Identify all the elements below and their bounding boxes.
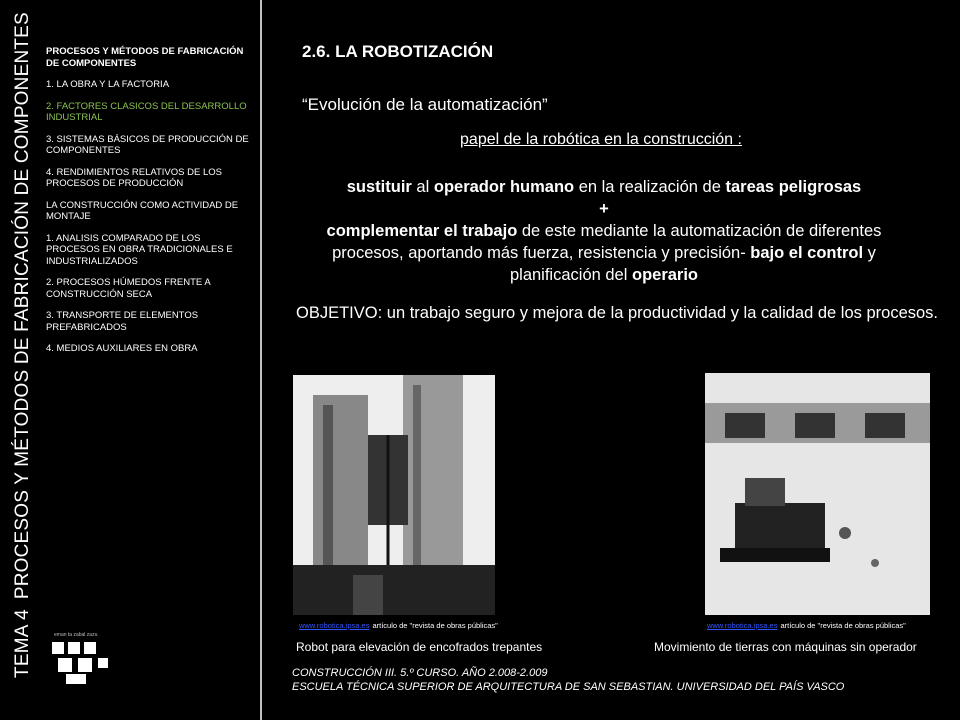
tema-title: PROCESOS Y MÉTODOS DE FABRICACIÓN DE COMPONENTES bbox=[12, 12, 33, 600]
sidebar-heading: PROCESOS Y MÉTODOS DE FABRICACIÓN DE COMPONENTES bbox=[46, 46, 244, 69]
figure-1-caption: Robot para elevación de encofrados trepantes bbox=[296, 640, 543, 654]
figure-2-credit bbox=[707, 621, 906, 630]
sidebar-item-analisis[interactable]: 1. ANALISIS COMPARADO DE LOS PROCESOS EN OBRA TRADICIONALES E INDUSTRIALIZADOS bbox=[46, 232, 233, 267]
para-text: en la realización de bbox=[574, 178, 726, 196]
figure-1-credit bbox=[299, 621, 498, 630]
sidebar-item-procesos-humedos[interactable]: 2. PROCESOS HÚMEDOS FRENTE A CONSTRUCCIÓN SECA bbox=[46, 277, 211, 300]
para-text: de este mediante la automatización de diferentes procesos, aportando más fuerza, resistencia y precisión- bbox=[332, 222, 882, 262]
figure-1-credit-link[interactable]: www.robotica.ipsa.es bbox=[299, 621, 370, 630]
para-operador: operador humano bbox=[433, 178, 575, 196]
para-text: al bbox=[411, 178, 434, 196]
para-tareas: tareas peligrosas bbox=[725, 178, 862, 196]
para-sustituir: sustituir bbox=[346, 178, 412, 196]
footer-line-2: ESCUELA TÉCNICA SUPERIOR DE ARQUITECTURA DE SAN SEBASTIAN. UNIVERSIDAD DEL PAÍS VASCO bbox=[292, 681, 845, 693]
sidebar-item-transporte[interactable]: 3. TRANSPORTE DE ELEMENTOS PREFABRICADOS bbox=[46, 310, 199, 333]
footer-line-1: CONSTRUCCIÓN III. 5.º CURSO. AÑO 2.008-2.009 bbox=[292, 667, 548, 679]
plus-sign: + bbox=[599, 200, 609, 218]
photo-formwork-robot bbox=[293, 375, 495, 615]
logo-text: eman ta zabal zazu bbox=[54, 632, 98, 638]
figure-2-caption: Movimiento de tierras con máquinas sin operador bbox=[654, 640, 917, 654]
para-complementar: complementar el trabajo bbox=[326, 222, 518, 240]
robotics-paragraph bbox=[296, 176, 912, 286]
tema-label: TEMA 4 bbox=[12, 609, 33, 678]
para-control: bajo el control bbox=[750, 244, 864, 262]
vertical-title bbox=[6, 0, 40, 690]
sidebar-item-la-obra[interactable]: 1. LA OBRA Y LA FACTORIA bbox=[46, 79, 170, 90]
sidebar-item-sistemas[interactable]: 3. SISTEMAS BÁSICOS DE PRODUCCIÓN DE COMPONENTES bbox=[46, 133, 249, 156]
figure-2-credit-text: artículo de "revista de obras públicas" bbox=[780, 621, 906, 630]
figure-2-credit-link[interactable]: www.robotica.ipsa.es bbox=[707, 621, 778, 630]
objective-text: OBJETIVO: un trabajo seguro y mejora de la productividad y la calidad de los procesos. bbox=[296, 304, 939, 322]
para-text: y planificación del bbox=[509, 244, 876, 284]
subheading: papel de la robótica en la construcción : bbox=[460, 131, 742, 148]
sidebar bbox=[46, 46, 252, 365]
sidebar-item-factores[interactable]: 2. FACTORES CLASICOS DEL DESARROLLO INDUSTRIAL bbox=[46, 100, 247, 123]
sidebar-item-rendimientos[interactable]: 4. RENDIMIENTOS RELATIVOS DE LOS PROCESOS DE PRODUCCIÓN bbox=[46, 166, 222, 189]
para-operario: operario bbox=[631, 266, 699, 284]
photo-earthmoving bbox=[705, 373, 930, 615]
footer bbox=[292, 666, 844, 694]
sidebar-item-medios[interactable]: 4. MEDIOS AUXILIARES EN OBRA bbox=[46, 343, 198, 354]
sidebar-item-montaje[interactable]: LA CONSTRUCCIÓN COMO ACTIVIDAD DE MONTAJE bbox=[46, 199, 239, 222]
figure-1-credit-text: artículo de "revista de obras públicas" bbox=[372, 621, 498, 630]
section-title: 2.6. LA ROBOTIZACIÓN bbox=[302, 42, 494, 61]
quote-heading: “Evolución de la automatización” bbox=[302, 95, 548, 114]
divider bbox=[260, 0, 262, 720]
